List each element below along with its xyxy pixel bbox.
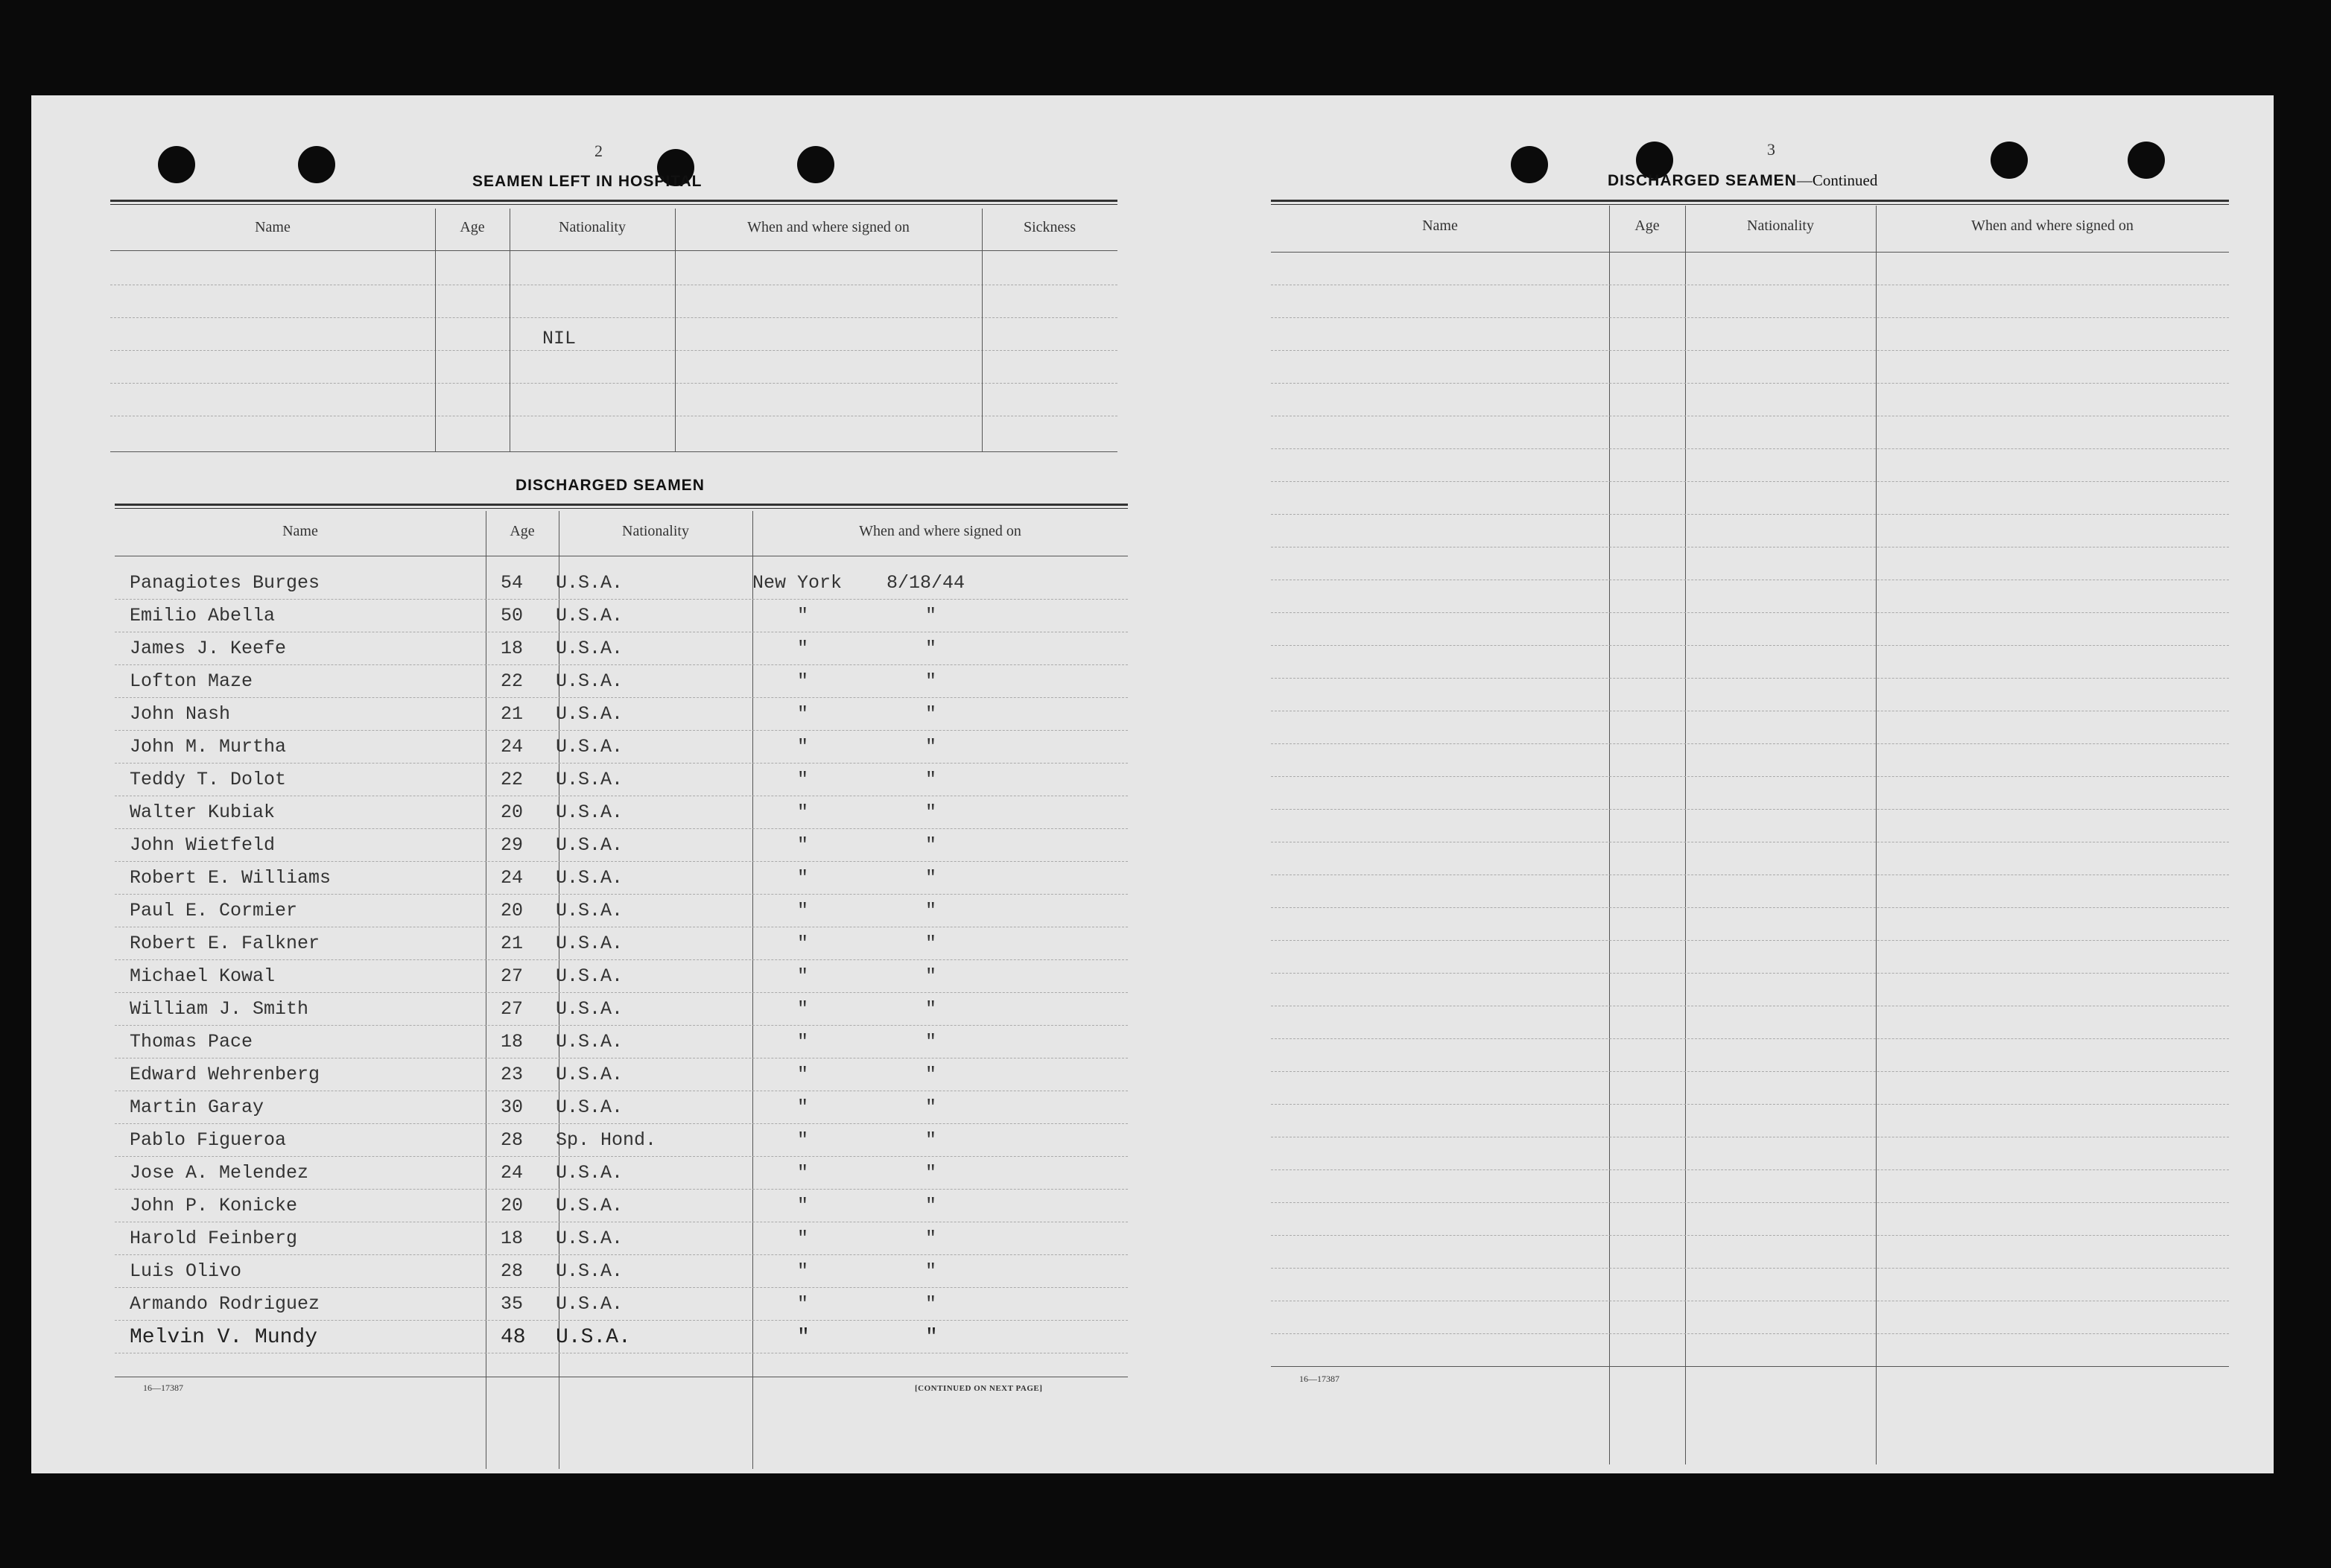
ruled-line <box>115 1123 1128 1124</box>
seaman-name: Panagiotes Burges <box>130 572 320 594</box>
seaman-nationality: U.S.A. <box>556 1260 624 1282</box>
ruled-line <box>1271 973 2229 974</box>
seaman-age: 18 <box>501 638 524 659</box>
seaman-nationality: U.S.A. <box>556 965 624 987</box>
ruled-line <box>1271 514 2229 515</box>
signed-on-where: " <box>797 1293 809 1315</box>
seaman-age: 27 <box>501 965 524 987</box>
left-page <box>31 95 1156 1473</box>
punch-hole <box>797 146 834 183</box>
signed-on-where: " <box>797 638 809 659</box>
col-header-signed-on: When and where signed on <box>747 219 910 235</box>
col-header-signed-on: When and where signed on <box>859 523 1021 539</box>
seaman-nationality: U.S.A. <box>556 572 624 594</box>
signed-on-when: " <box>925 802 937 823</box>
ruled-line <box>115 664 1128 665</box>
signed-on-where: " <box>797 834 809 856</box>
ruled-line <box>1271 481 2229 482</box>
signed-on-when: " <box>925 1031 937 1053</box>
seaman-age: 24 <box>501 1162 524 1184</box>
seaman-nationality: U.S.A. <box>556 703 624 725</box>
ruled-line <box>115 763 1128 764</box>
ruled-line <box>1271 1333 2229 1334</box>
seaman-age: 30 <box>501 1096 524 1118</box>
seaman-name: Armando Rodriguez <box>130 1293 320 1315</box>
signed-on-where: " <box>797 998 809 1020</box>
seaman-age: 21 <box>501 703 524 725</box>
seaman-age: 35 <box>501 1293 524 1315</box>
continued-note: [CONTINUED ON NEXT PAGE] <box>915 1384 1043 1393</box>
seaman-nationality: U.S.A. <box>556 1064 624 1085</box>
ruled-line <box>115 1156 1128 1157</box>
seaman-name: Pablo Figueroa <box>130 1129 287 1151</box>
signed-on-where: " <box>797 1129 809 1151</box>
signed-on-when: " <box>925 736 937 758</box>
ruled-line <box>1271 776 2229 777</box>
ruled-line <box>115 730 1128 731</box>
signed-on-when: " <box>925 703 937 725</box>
ruled-line <box>115 1189 1128 1190</box>
col-header-name: Name <box>282 523 318 539</box>
seaman-name: John P. Konicke <box>130 1195 298 1216</box>
signed-on-where: " <box>797 1031 809 1053</box>
ruled-line <box>1271 1071 2229 1072</box>
signed-on-when: " <box>925 670 937 692</box>
seaman-age: 20 <box>501 900 524 921</box>
col-header-signed-on: When and where signed on <box>1971 218 2134 234</box>
col-divider <box>1609 206 1610 1464</box>
ruled-line <box>1271 448 2229 449</box>
page-number: 3 <box>1767 140 1775 159</box>
signed-on-where: " <box>797 1096 809 1118</box>
seaman-nationality: U.S.A. <box>556 1228 624 1249</box>
seaman-name: Lofton Maze <box>130 670 253 692</box>
ruled-line <box>115 1025 1128 1026</box>
seaman-age: 20 <box>501 802 524 823</box>
seaman-name: Jose A. Melendez <box>130 1162 309 1184</box>
signed-on-where: " <box>797 1162 809 1184</box>
seaman-age: 18 <box>501 1228 524 1249</box>
seaman-name: Walter Kubiak <box>130 802 276 823</box>
ruled-line <box>1271 1202 2229 1203</box>
seaman-nationality: U.S.A. <box>556 834 624 856</box>
signed-on-when: " <box>925 605 937 626</box>
signed-on-when: " <box>925 867 937 889</box>
signed-on-when: " <box>925 998 937 1020</box>
form-number: 16—17387 <box>1299 1374 1339 1384</box>
double-rule <box>1271 200 2229 205</box>
seaman-nationality: U.S.A. <box>556 933 624 954</box>
ruled-line <box>1271 1038 2229 1039</box>
signed-on-where: " <box>797 1195 809 1216</box>
ruled-line <box>1271 1169 2229 1170</box>
seaman-nationality: U.S.A. <box>556 867 624 889</box>
ruled-line <box>1271 1235 2229 1236</box>
seaman-age: 29 <box>501 834 524 856</box>
ruled-line <box>115 1287 1128 1288</box>
seaman-name: Paul E. Cormier <box>130 900 298 921</box>
ruled-line <box>1271 645 2229 646</box>
ruled-line <box>1271 1104 2229 1105</box>
punch-hole <box>158 146 195 183</box>
signed-on-where: " <box>797 900 809 921</box>
ruled-line <box>110 383 1117 384</box>
seaman-nationality: U.S.A. <box>556 998 624 1020</box>
seaman-nationality: U.S.A. <box>556 1293 624 1315</box>
seaman-age: 27 <box>501 998 524 1020</box>
seaman-nationality: U.S.A. <box>556 670 624 692</box>
bottom-rule <box>1271 1366 2229 1367</box>
seaman-nationality: U.S.A. <box>556 1162 624 1184</box>
seaman-age: 22 <box>501 670 524 692</box>
signed-on-when: " <box>925 1293 937 1315</box>
col-header-age: Age <box>460 219 485 235</box>
seaman-nationality: Sp. Hond. <box>556 1129 657 1151</box>
ruled-line <box>1271 383 2229 384</box>
seaman-name: Robert E. Williams <box>130 867 332 889</box>
signed-on-where: " <box>797 703 809 725</box>
signed-on-when: " <box>925 900 937 921</box>
ruled-line <box>110 350 1117 351</box>
seaman-nationality: U.S.A. <box>556 769 624 790</box>
seaman-name: James J. Keefe <box>130 638 287 659</box>
seaman-nationality: U.S.A. <box>556 1195 624 1216</box>
seaman-age: 24 <box>501 867 524 889</box>
seaman-name: Harold Feinberg <box>130 1228 298 1249</box>
col-divider <box>435 209 436 451</box>
seaman-age: 28 <box>501 1260 524 1282</box>
seaman-name: Teddy T. Dolot <box>130 769 287 790</box>
seaman-nationality: U.S.A. <box>556 802 624 823</box>
signed-on-when: " <box>925 769 937 790</box>
col-header-name: Name <box>255 219 291 235</box>
seaman-age: 50 <box>501 605 524 626</box>
punch-hole <box>1511 146 1548 183</box>
signed-on-when: 8/18/44 <box>887 572 965 594</box>
right-page <box>1171 95 2274 1473</box>
signed-on-where: New York <box>752 572 843 594</box>
seaman-age: 23 <box>501 1064 524 1085</box>
col-header-nationality: Nationality <box>559 219 626 235</box>
seaman-name: Emilio Abella <box>130 605 276 626</box>
ruled-line <box>1271 350 2229 351</box>
signed-on-when: " <box>925 834 937 856</box>
discharged-continued-title: DISCHARGED SEAMEN—Continued <box>1608 171 1878 189</box>
seaman-age: 48 <box>501 1326 526 1349</box>
signed-on-where: " <box>797 670 809 692</box>
seaman-name: Thomas Pace <box>130 1031 253 1053</box>
double-rule <box>115 504 1128 509</box>
seaman-name: Robert E. Falkner <box>130 933 320 954</box>
ruled-line <box>1271 743 2229 744</box>
page-number: 2 <box>594 142 603 160</box>
signed-on-when: " <box>925 638 937 659</box>
col-header-age: Age <box>510 523 535 539</box>
seaman-age: 22 <box>501 769 524 790</box>
ruled-line <box>115 1254 1128 1255</box>
ruled-line <box>115 599 1128 600</box>
ruled-line <box>1271 940 2229 941</box>
col-header-nationality: Nationality <box>1747 218 1814 234</box>
seaman-name: John Wietfeld <box>130 834 276 856</box>
col-divider <box>752 511 753 1469</box>
ruled-line <box>115 959 1128 960</box>
signed-on-where: " <box>797 736 809 758</box>
document-spread <box>31 95 2274 1473</box>
header-rule <box>1271 252 2229 253</box>
signed-on-where: " <box>797 965 809 987</box>
signed-on-when: " <box>925 1326 938 1349</box>
signed-on-where: " <box>797 867 809 889</box>
signed-on-where: " <box>797 1064 809 1085</box>
seaman-nationality: U.S.A. <box>556 1031 624 1053</box>
seaman-age: 20 <box>501 1195 524 1216</box>
signed-on-when: " <box>925 1195 937 1216</box>
ruled-line <box>1271 678 2229 679</box>
signed-on-where: " <box>797 769 809 790</box>
seaman-name: Michael Kowal <box>130 965 276 987</box>
col-divider <box>1876 206 1877 1464</box>
col-header-sickness: Sickness <box>1024 219 1076 235</box>
seaman-name: Martin Garay <box>130 1096 264 1118</box>
seaman-name: John Nash <box>130 703 231 725</box>
col-divider <box>982 209 983 451</box>
ruled-line <box>1271 612 2229 613</box>
signed-on-when: " <box>925 1129 937 1151</box>
seaman-nationality: U.S.A. <box>556 1096 624 1118</box>
signed-on-where: " <box>797 1260 809 1282</box>
signed-on-when: " <box>925 933 937 954</box>
signed-on-where: " <box>797 933 809 954</box>
header-rule <box>110 250 1117 251</box>
signed-on-when: " <box>925 1228 937 1249</box>
nil-entry: NIL <box>542 328 577 349</box>
form-number: 16—17387 <box>143 1383 183 1393</box>
seaman-age: 54 <box>501 572 524 594</box>
ruled-line <box>115 861 1128 862</box>
ruled-line <box>115 828 1128 829</box>
signed-on-when: " <box>925 1260 937 1282</box>
seaman-name: Luis Olivo <box>130 1260 242 1282</box>
ruled-line <box>115 1320 1128 1321</box>
col-header-nationality: Nationality <box>622 523 689 539</box>
seaman-age: 18 <box>501 1031 524 1053</box>
ruled-line <box>115 992 1128 993</box>
ruled-line <box>1271 317 2229 318</box>
ruled-line <box>1271 907 2229 908</box>
signed-on-where: " <box>797 1326 810 1349</box>
signed-on-where: " <box>797 1228 809 1249</box>
signed-on-when: " <box>925 1064 937 1085</box>
col-divider <box>1685 206 1686 1464</box>
seaman-age: 24 <box>501 736 524 758</box>
seaman-age: 21 <box>501 933 524 954</box>
ruled-line <box>115 894 1128 895</box>
punch-hole <box>2128 142 2165 179</box>
bottom-rule <box>110 451 1117 452</box>
seaman-nationality: U.S.A. <box>556 1326 631 1349</box>
col-header-age: Age <box>1634 218 1660 234</box>
double-rule <box>110 200 1117 205</box>
seaman-name: Melvin V. Mundy <box>130 1326 318 1349</box>
ruled-line <box>115 697 1128 698</box>
col-divider <box>675 209 676 451</box>
signed-on-where: " <box>797 605 809 626</box>
punch-hole <box>1991 142 2028 179</box>
punch-hole <box>298 146 335 183</box>
ruled-line <box>1271 1268 2229 1269</box>
seaman-nationality: U.S.A. <box>556 900 624 921</box>
hospital-section-title: SEAMEN LEFT IN HOSPITAL <box>472 173 703 190</box>
signed-on-where: " <box>797 802 809 823</box>
col-header-name: Name <box>1422 218 1458 234</box>
ruled-line <box>110 317 1117 318</box>
signed-on-when: " <box>925 1096 937 1118</box>
signed-on-when: " <box>925 965 937 987</box>
seaman-name: John M. Murtha <box>130 736 287 758</box>
ruled-line <box>1271 809 2229 810</box>
seaman-name: Edward Wehrenberg <box>130 1064 320 1085</box>
seaman-nationality: U.S.A. <box>556 605 624 626</box>
seaman-nationality: U.S.A. <box>556 736 624 758</box>
signed-on-when: " <box>925 1162 937 1184</box>
seaman-age: 28 <box>501 1129 524 1151</box>
seaman-nationality: U.S.A. <box>556 638 624 659</box>
seaman-name: William J. Smith <box>130 998 309 1020</box>
discharged-section-title: DISCHARGED SEAMEN <box>516 477 705 494</box>
